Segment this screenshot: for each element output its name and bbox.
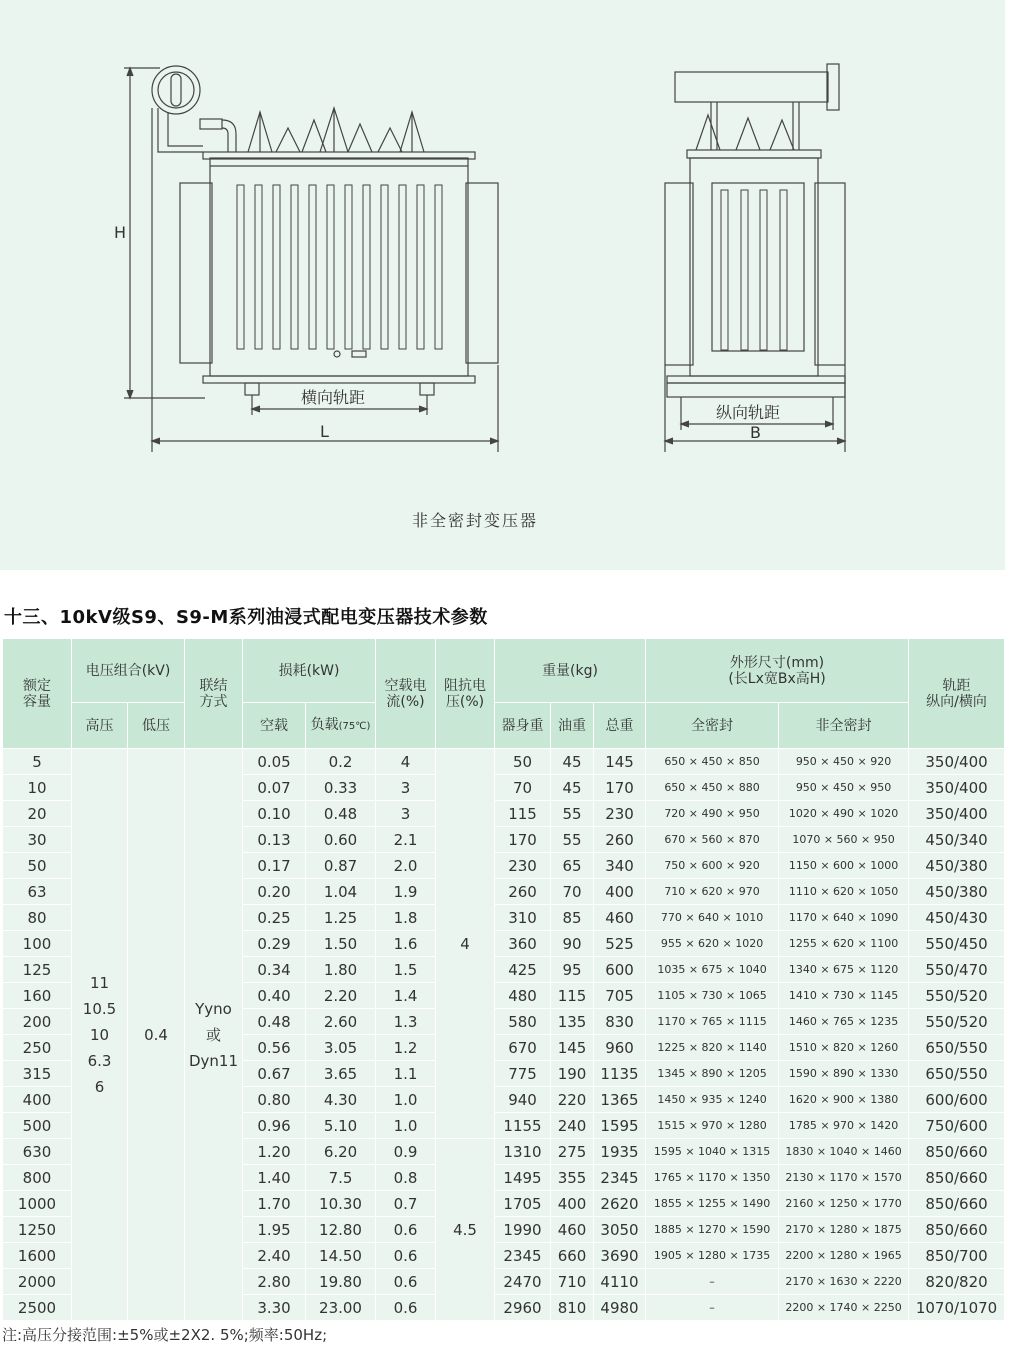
cell-fully-sealed-dims: 1105 × 730 × 1065 — [646, 983, 779, 1009]
cell-no-load-current: 1.2 — [376, 1035, 436, 1061]
header-loss: 损耗(kW) — [243, 639, 376, 703]
cell-body-weight: 230 — [495, 853, 551, 879]
header-lv: 低压 — [128, 703, 185, 749]
header-capacity: 额定 容量 — [3, 639, 72, 749]
cell-oil-weight: 70 — [551, 879, 594, 905]
cell-total-weight: 230 — [594, 801, 646, 827]
cell-gauge: 850/660 — [909, 1165, 1005, 1191]
cell-no-load-loss: 0.07 — [243, 775, 306, 801]
cell-no-load-current: 1.9 — [376, 879, 436, 905]
cell-gauge: 550/450 — [909, 931, 1005, 957]
cell-load-loss: 0.87 — [306, 853, 376, 879]
cell-no-load-current: 0.6 — [376, 1269, 436, 1295]
cell-oil-weight: 65 — [551, 853, 594, 879]
cell-no-load-loss: 0.05 — [243, 749, 306, 775]
cell-body-weight: 1155 — [495, 1113, 551, 1139]
cell-oil-weight: 45 — [551, 749, 594, 775]
cell-load-loss: 12.80 — [306, 1217, 376, 1243]
header-hv: 高压 — [72, 703, 128, 749]
cell-load-loss: 1.50 — [306, 931, 376, 957]
cell-no-load-current: 3 — [376, 801, 436, 827]
cell-body-weight: 940 — [495, 1087, 551, 1113]
cell-fully-sealed-dims: 650 × 450 × 880 — [646, 775, 779, 801]
cell-fully-sealed-dims: 1035 × 675 × 1040 — [646, 957, 779, 983]
cell-capacity: 1000 — [3, 1191, 72, 1217]
cell-non-sealed-dims: 1110 × 620 × 1050 — [779, 879, 909, 905]
cell-non-sealed-dims: 950 × 450 × 950 — [779, 775, 909, 801]
cell-gauge: 820/820 — [909, 1269, 1005, 1295]
cell-fully-sealed-dims: 750 × 600 × 920 — [646, 853, 779, 879]
cell-load-loss: 19.80 — [306, 1269, 376, 1295]
cell-oil-weight: 810 — [551, 1295, 594, 1321]
header-total-weight: 总重 — [594, 703, 646, 749]
cell-capacity: 200 — [3, 1009, 72, 1035]
cell-fully-sealed-dims: 1345 × 890 × 1205 — [646, 1061, 779, 1087]
cell-no-load-current: 0.6 — [376, 1243, 436, 1269]
header-load-loss-note: (75℃) — [338, 720, 371, 732]
cell-capacity: 63 — [3, 879, 72, 905]
cell-no-load-current: 4 — [376, 749, 436, 775]
cell-oil-weight: 660 — [551, 1243, 594, 1269]
cell-total-weight: 4980 — [594, 1295, 646, 1321]
header-oil-weight: 油重 — [551, 703, 594, 749]
cell-no-load-loss: 2.40 — [243, 1243, 306, 1269]
cell-body-weight: 1705 — [495, 1191, 551, 1217]
cell-load-loss: 2.20 — [306, 983, 376, 1009]
cell-no-load-loss: 0.25 — [243, 905, 306, 931]
cell-load-loss: 7.5 — [306, 1165, 376, 1191]
dim-label-transverse-gauge: 横向轨距 — [301, 388, 366, 407]
cell-no-load-current: 1.6 — [376, 931, 436, 957]
cell-lv-value: 0.4 — [128, 749, 185, 1321]
cell-no-load-loss: 0.56 — [243, 1035, 306, 1061]
cell-total-weight: 4110 — [594, 1269, 646, 1295]
cell-capacity: 125 — [3, 957, 72, 983]
cell-gauge: 600/600 — [909, 1087, 1005, 1113]
cell-gauge: 450/380 — [909, 853, 1005, 879]
drawing-caption: 非全密封变压器 — [411, 511, 538, 530]
cell-oil-weight: 710 — [551, 1269, 594, 1295]
cell-non-sealed-dims: 2130 × 1170 × 1570 — [779, 1165, 909, 1191]
cell-non-sealed-dims: 1255 × 620 × 1100 — [779, 931, 909, 957]
cell-body-weight: 425 — [495, 957, 551, 983]
cell-fully-sealed-dims: 955 × 620 × 1020 — [646, 931, 779, 957]
cell-oil-weight: 145 — [551, 1035, 594, 1061]
cell-oil-weight: 45 — [551, 775, 594, 801]
cell-no-load-current: 1.0 — [376, 1113, 436, 1139]
spec-table-body — [3, 749, 1005, 1321]
cell-load-loss: 0.48 — [306, 801, 376, 827]
cell-capacity: 10 — [3, 775, 72, 801]
dim-label-b: B — [750, 423, 761, 442]
cell-oil-weight: 55 — [551, 801, 594, 827]
cell-body-weight: 2345 — [495, 1243, 551, 1269]
cell-total-weight: 460 — [594, 905, 646, 931]
cell-fully-sealed-dims: 710 × 620 × 970 — [646, 879, 779, 905]
header-weight: 重量(kg) — [495, 639, 646, 703]
cell-load-loss: 10.30 — [306, 1191, 376, 1217]
cell-oil-weight: 85 — [551, 905, 594, 931]
cell-load-loss: 4.30 — [306, 1087, 376, 1113]
cell-capacity: 30 — [3, 827, 72, 853]
drawing-panel — [0, 0, 1005, 570]
cell-impedance: 4 — [436, 749, 495, 1139]
cell-load-loss: 1.80 — [306, 957, 376, 983]
cell-no-load-loss: 0.20 — [243, 879, 306, 905]
cell-body-weight: 1990 — [495, 1217, 551, 1243]
cell-no-load-current: 2.1 — [376, 827, 436, 853]
cell-total-weight: 260 — [594, 827, 646, 853]
cell-capacity: 1600 — [3, 1243, 72, 1269]
cell-no-load-loss: 3.30 — [243, 1295, 306, 1321]
header-impedance: 阻抗电 压(%) — [436, 639, 495, 749]
cell-total-weight: 830 — [594, 1009, 646, 1035]
cell-non-sealed-dims: 1510 × 820 × 1260 — [779, 1035, 909, 1061]
cell-no-load-current: 0.6 — [376, 1217, 436, 1243]
cell-load-loss: 2.60 — [306, 1009, 376, 1035]
cell-no-load-loss: 0.29 — [243, 931, 306, 957]
cell-body-weight: 1495 — [495, 1165, 551, 1191]
cell-no-load-loss: 1.40 — [243, 1165, 306, 1191]
cell-oil-weight: 115 — [551, 983, 594, 1009]
cell-fully-sealed-dims: 770 × 640 × 1010 — [646, 905, 779, 931]
cell-no-load-current: 1.3 — [376, 1009, 436, 1035]
cell-no-load-current: 1.8 — [376, 905, 436, 931]
cell-no-load-current: 1.0 — [376, 1087, 436, 1113]
cell-capacity: 80 — [3, 905, 72, 931]
cell-non-sealed-dims: 2200 × 1280 × 1965 — [779, 1243, 909, 1269]
cell-body-weight: 670 — [495, 1035, 551, 1061]
cell-no-load-loss: 0.17 — [243, 853, 306, 879]
cell-total-weight: 145 — [594, 749, 646, 775]
cell-total-weight: 3050 — [594, 1217, 646, 1243]
cell-capacity: 400 — [3, 1087, 72, 1113]
header-no-load-loss: 空载 — [243, 703, 306, 749]
cell-load-loss: 0.2 — [306, 749, 376, 775]
cell-total-weight: 960 — [594, 1035, 646, 1061]
cell-total-weight: 1135 — [594, 1061, 646, 1087]
cell-non-sealed-dims: 1410 × 730 × 1145 — [779, 983, 909, 1009]
cell-gauge: 350/400 — [909, 775, 1005, 801]
cell-hv-values: 11 10.5 10 6.3 6 — [72, 749, 128, 1321]
header-load-loss — [306, 703, 376, 749]
dim-label-longitudinal-gauge: 纵向轨距 — [716, 403, 781, 422]
cell-total-weight: 400 — [594, 879, 646, 905]
cell-body-weight: 260 — [495, 879, 551, 905]
cell-capacity: 315 — [3, 1061, 72, 1087]
cell-connection: Yyno 或 Dyn11 — [185, 749, 243, 1321]
dim-label-h: H — [114, 223, 127, 242]
cell-fully-sealed-dims: – — [646, 1295, 779, 1321]
cell-load-loss: 23.00 — [306, 1295, 376, 1321]
cell-oil-weight: 275 — [551, 1139, 594, 1165]
cell-non-sealed-dims: 2170 × 1280 × 1875 — [779, 1217, 909, 1243]
cell-load-loss: 0.33 — [306, 775, 376, 801]
cell-no-load-current: 3 — [376, 775, 436, 801]
cell-fully-sealed-dims: 1170 × 765 × 1115 — [646, 1009, 779, 1035]
cell-non-sealed-dims: 1020 × 490 × 1020 — [779, 801, 909, 827]
cell-capacity: 630 — [3, 1139, 72, 1165]
cell-impedance: 4.5 — [436, 1139, 495, 1321]
cell-fully-sealed-dims: 1225 × 820 × 1140 — [646, 1035, 779, 1061]
cell-oil-weight: 400 — [551, 1191, 594, 1217]
cell-non-sealed-dims: 1150 × 600 × 1000 — [779, 853, 909, 879]
cell-gauge: 650/550 — [909, 1061, 1005, 1087]
cell-load-loss: 3.65 — [306, 1061, 376, 1087]
cell-load-loss: 1.25 — [306, 905, 376, 931]
cell-capacity: 500 — [3, 1113, 72, 1139]
cell-non-sealed-dims: 1785 × 970 × 1420 — [779, 1113, 909, 1139]
cell-no-load-loss: 1.20 — [243, 1139, 306, 1165]
cell-non-sealed-dims: 1070 × 560 × 950 — [779, 827, 909, 853]
cell-capacity: 800 — [3, 1165, 72, 1191]
cell-fully-sealed-dims: – — [646, 1269, 779, 1295]
cell-total-weight: 1365 — [594, 1087, 646, 1113]
cell-fully-sealed-dims: 670 × 560 × 870 — [646, 827, 779, 853]
header-gauge: 轨距 纵向/横向 — [909, 639, 1005, 749]
cell-fully-sealed-dims: 720 × 490 × 950 — [646, 801, 779, 827]
cell-body-weight: 775 — [495, 1061, 551, 1087]
cell-gauge: 450/430 — [909, 905, 1005, 931]
cell-gauge: 850/660 — [909, 1139, 1005, 1165]
cell-fully-sealed-dims: 1450 × 935 × 1240 — [646, 1087, 779, 1113]
cell-no-load-loss: 0.96 — [243, 1113, 306, 1139]
cell-total-weight: 1595 — [594, 1113, 646, 1139]
side-view — [665, 64, 845, 452]
cell-gauge: 550/520 — [909, 983, 1005, 1009]
cell-fully-sealed-dims: 1595 × 1040 × 1315 — [646, 1139, 779, 1165]
cell-total-weight: 2620 — [594, 1191, 646, 1217]
cell-capacity: 1250 — [3, 1217, 72, 1243]
cell-oil-weight: 90 — [551, 931, 594, 957]
cell-capacity: 250 — [3, 1035, 72, 1061]
cell-non-sealed-dims: 1340 × 675 × 1120 — [779, 957, 909, 983]
cell-body-weight: 580 — [495, 1009, 551, 1035]
cell-body-weight: 70 — [495, 775, 551, 801]
cell-fully-sealed-dims: 1905 × 1280 × 1735 — [646, 1243, 779, 1269]
cell-body-weight: 310 — [495, 905, 551, 931]
cell-fully-sealed-dims: 1515 × 970 × 1280 — [646, 1113, 779, 1139]
cell-oil-weight: 95 — [551, 957, 594, 983]
cell-no-load-loss: 0.10 — [243, 801, 306, 827]
cell-oil-weight: 220 — [551, 1087, 594, 1113]
cell-total-weight: 705 — [594, 983, 646, 1009]
cell-gauge: 850/660 — [909, 1191, 1005, 1217]
cell-no-load-current: 0.6 — [376, 1295, 436, 1321]
cell-non-sealed-dims: 1460 × 765 × 1235 — [779, 1009, 909, 1035]
cell-fully-sealed-dims: 650 × 450 × 850 — [646, 749, 779, 775]
cell-oil-weight: 355 — [551, 1165, 594, 1191]
cell-capacity: 50 — [3, 853, 72, 879]
header-connection: 联结 方式 — [185, 639, 243, 749]
cell-non-sealed-dims: 1830 × 1040 × 1460 — [779, 1139, 909, 1165]
cell-gauge: 1070/1070 — [909, 1295, 1005, 1321]
cell-capacity: 2000 — [3, 1269, 72, 1295]
table-row — [3, 749, 1005, 775]
cell-body-weight: 115 — [495, 801, 551, 827]
cell-body-weight: 2470 — [495, 1269, 551, 1295]
cell-gauge: 350/400 — [909, 749, 1005, 775]
cell-oil-weight: 240 — [551, 1113, 594, 1139]
cell-body-weight: 2960 — [495, 1295, 551, 1321]
cell-body-weight: 1310 — [495, 1139, 551, 1165]
cell-total-weight: 1935 — [594, 1139, 646, 1165]
cell-body-weight: 170 — [495, 827, 551, 853]
cell-capacity: 5 — [3, 749, 72, 775]
cell-no-load-current: 0.9 — [376, 1139, 436, 1165]
cell-no-load-loss: 0.67 — [243, 1061, 306, 1087]
cell-gauge: 350/400 — [909, 801, 1005, 827]
cell-load-loss: 0.60 — [306, 827, 376, 853]
cell-non-sealed-dims: 1170 × 640 × 1090 — [779, 905, 909, 931]
footnote: 注:高压分接范围:±5%或±2X2. 5%;频率:50Hz; — [2, 1326, 328, 1344]
cell-load-loss: 6.20 — [306, 1139, 376, 1165]
cell-no-load-current: 0.7 — [376, 1191, 436, 1217]
cell-fully-sealed-dims: 1885 × 1270 × 1590 — [646, 1217, 779, 1243]
cell-load-loss: 5.10 — [306, 1113, 376, 1139]
cell-gauge: 550/520 — [909, 1009, 1005, 1035]
transformer-drawing — [0, 0, 1005, 570]
cell-total-weight: 3690 — [594, 1243, 646, 1269]
cell-total-weight: 525 — [594, 931, 646, 957]
cell-no-load-loss: 1.70 — [243, 1191, 306, 1217]
cell-gauge: 850/660 — [909, 1217, 1005, 1243]
cell-load-loss: 3.05 — [306, 1035, 376, 1061]
cell-gauge: 750/600 — [909, 1113, 1005, 1139]
cell-gauge: 450/340 — [909, 827, 1005, 853]
cell-no-load-current: 1.1 — [376, 1061, 436, 1087]
cell-non-sealed-dims: 2160 × 1250 × 1770 — [779, 1191, 909, 1217]
cell-fully-sealed-dims: 1765 × 1170 × 1350 — [646, 1165, 779, 1191]
cell-gauge: 550/470 — [909, 957, 1005, 983]
cell-oil-weight: 460 — [551, 1217, 594, 1243]
dim-label-l: L — [320, 422, 329, 441]
cell-load-loss: 1.04 — [306, 879, 376, 905]
cell-non-sealed-dims: 2170 × 1630 × 2220 — [779, 1269, 909, 1295]
cell-non-sealed-dims: 2200 × 1740 × 2250 — [779, 1295, 909, 1321]
cell-oil-weight: 135 — [551, 1009, 594, 1035]
header-dimensions: 外形尺寸(mm) (长Lx宽Bx高H) — [646, 639, 909, 703]
cell-oil-weight: 55 — [551, 827, 594, 853]
cell-non-sealed-dims: 1590 × 890 × 1330 — [779, 1061, 909, 1087]
cell-capacity: 160 — [3, 983, 72, 1009]
cell-no-load-loss: 1.95 — [243, 1217, 306, 1243]
header-fully-sealed: 全密封 — [646, 703, 779, 749]
cell-no-load-loss: 0.34 — [243, 957, 306, 983]
cell-total-weight: 340 — [594, 853, 646, 879]
cell-gauge: 650/550 — [909, 1035, 1005, 1061]
cell-no-load-loss: 0.40 — [243, 983, 306, 1009]
spec-table — [2, 638, 1005, 1321]
cell-non-sealed-dims: 950 × 450 × 920 — [779, 749, 909, 775]
cell-total-weight: 170 — [594, 775, 646, 801]
cell-body-weight: 50 — [495, 749, 551, 775]
cell-no-load-current: 0.8 — [376, 1165, 436, 1191]
header-body-weight: 器身重 — [495, 703, 551, 749]
header-load-loss-label: 负载 — [310, 716, 339, 733]
section-title: 十三、10kV级S9、S9-M系列油浸式配电变压器技术参数 — [4, 607, 488, 628]
cell-non-sealed-dims: 1620 × 900 × 1380 — [779, 1087, 909, 1113]
cell-oil-weight: 190 — [551, 1061, 594, 1087]
cell-fully-sealed-dims: 1855 × 1255 × 1490 — [646, 1191, 779, 1217]
header-voltage-group: 电压组合(kV) — [72, 639, 185, 703]
cell-body-weight: 360 — [495, 931, 551, 957]
header-non-sealed: 非全密封 — [779, 703, 909, 749]
cell-total-weight: 600 — [594, 957, 646, 983]
cell-no-load-loss: 0.13 — [243, 827, 306, 853]
cell-body-weight: 480 — [495, 983, 551, 1009]
cell-load-loss: 14.50 — [306, 1243, 376, 1269]
cell-no-load-loss: 0.48 — [243, 1009, 306, 1035]
cell-gauge: 450/380 — [909, 879, 1005, 905]
header-no-load-current: 空载电 流(%) — [376, 639, 436, 749]
cell-no-load-current: 1.5 — [376, 957, 436, 983]
cell-gauge: 850/700 — [909, 1243, 1005, 1269]
cell-capacity: 20 — [3, 801, 72, 827]
cell-no-load-current: 1.4 — [376, 983, 436, 1009]
cell-no-load-current: 2.0 — [376, 853, 436, 879]
cell-capacity: 2500 — [3, 1295, 72, 1321]
cell-no-load-loss: 2.80 — [243, 1269, 306, 1295]
cell-no-load-loss: 0.80 — [243, 1087, 306, 1113]
cell-capacity: 100 — [3, 931, 72, 957]
cell-total-weight: 2345 — [594, 1165, 646, 1191]
